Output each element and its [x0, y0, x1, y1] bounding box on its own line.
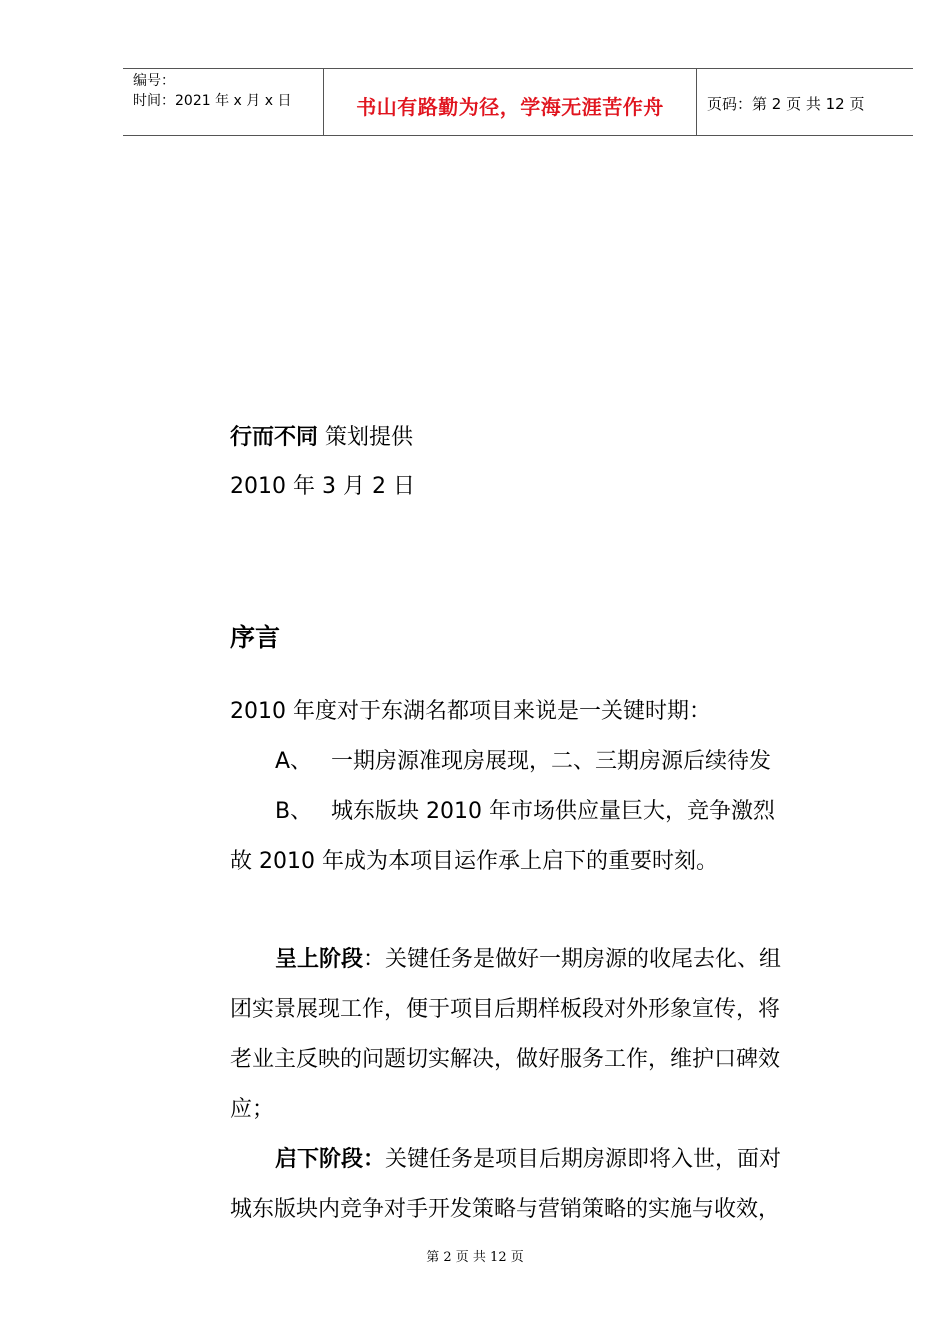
cover-date: 2010 年 3 月 2 日	[230, 474, 415, 499]
id-label: 编号：	[133, 73, 175, 89]
item-b-text: 城东版块 2010 年市场供应量巨大，竞争激烈	[331, 799, 775, 824]
motto-text: 书山有路勤为径，学海无涯苦作舟	[356, 95, 664, 119]
header-meta-cell	[123, 69, 324, 135]
phase1-text-line4: 应；	[230, 1097, 275, 1122]
phase2-paragraph-line1	[275, 1142, 781, 1173]
phase1-text-line2: 团实景展现工作，便于项目后期样板段对外形象宣传，将	[230, 997, 781, 1022]
item-a-text: 一期房源准现房展现，二、三期房源后续待发	[331, 749, 772, 774]
item-b-label: B、	[275, 799, 313, 824]
preface-conclusion: 故 2010 年成为本项目运作承上启下的重要时刻。	[230, 849, 718, 874]
phase2-text-line1: 关键任务是项目后期房源即将入世，面对	[385, 1147, 782, 1172]
cover-credit	[230, 420, 413, 451]
document-header	[123, 68, 913, 136]
header-page-info: 页码：第 2 页 共 12 页	[707, 95, 865, 113]
page-footer: 第 2 页 共 12 页	[426, 1250, 524, 1265]
provide-text: 策划提供	[325, 425, 414, 450]
header-motto-cell	[324, 69, 697, 135]
header-page-cell	[697, 69, 913, 135]
phase2-label: 启下阶段：	[275, 1147, 386, 1172]
phase1-text-line1: ：关键任务是做好一期房源的收尾去化、组	[363, 947, 782, 972]
time-label: 时间：2021 年 x 月 x 日	[133, 93, 292, 109]
preface-intro: 2010 年度对于东湖名都项目来说是一关键时期：	[230, 699, 711, 724]
company-name: 行而不同	[230, 425, 319, 450]
phase1-label: 呈上阶段	[275, 947, 364, 972]
phase2-text-line2: 城东版块内竞争对手开发策略与营销策略的实施与收效，	[230, 1197, 781, 1222]
item-a-label: A、	[275, 749, 313, 774]
preface-heading: 序言	[230, 623, 281, 652]
phase1-text-line3: 老业主反映的问题切实解决，做好服务工作，维护口碑效	[230, 1047, 781, 1072]
phase1-paragraph-line1	[275, 942, 781, 973]
